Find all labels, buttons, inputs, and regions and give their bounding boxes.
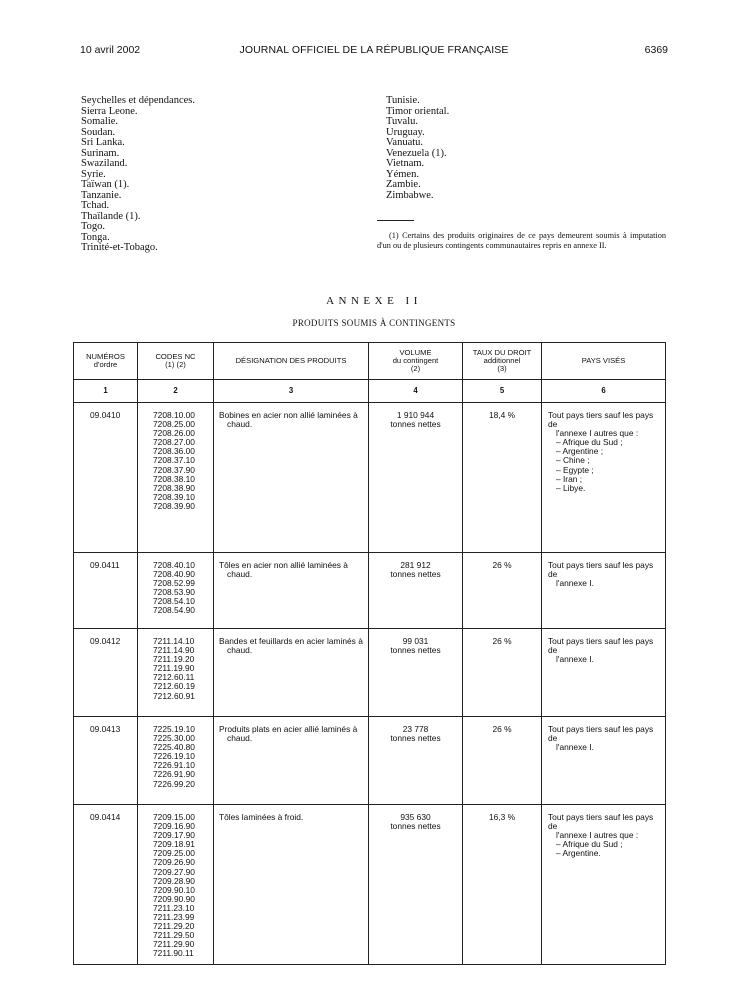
nc-code: 7208.52.99 [153,578,195,589]
countries-cell [542,805,666,965]
nc-code: 7209.27.90 [153,866,195,877]
nc-code: 7211.23.10 [153,902,195,913]
nc-code: 7225.40.80 [153,742,195,753]
nc-code: 7209.15.00 [153,812,195,822]
country-item: Syrie. [81,168,106,180]
nc-code: 7211.29.90 [153,939,195,950]
designation-text: chaud. [227,419,253,430]
nc-code: 7209.26.90 [153,857,195,868]
nc-code: 7226.91.90 [153,769,195,780]
order-number-cell [74,403,138,553]
rate-cell [463,717,542,805]
column-number: 5 [463,380,542,403]
quota-table [73,342,666,965]
nc-code: 7211.90.11 [153,948,194,959]
column-number: 2 [138,380,214,403]
country-item: Taïwan (1). [81,179,130,190]
order-number: 09.0410 [90,410,121,420]
designation-cell [214,805,369,965]
country-item: Vietnam. [386,158,425,169]
duty-rate: 26 % [492,724,512,734]
table-row [74,403,666,553]
country-item: Tuvalu. [386,116,418,127]
countries-cell [542,629,666,717]
duty-rate: 16,3 % [488,812,516,822]
volume-unit: tonnes nettes [390,419,441,430]
country-item: Sierra Leone. [81,105,138,117]
nc-code: 7211.23.99 [153,912,195,923]
nc-code: 7208.39.90 [153,500,195,511]
nc-code: 7208.54.10 [153,596,195,607]
nc-code: 7211.29.20 [153,921,195,932]
designation-text: Produits plats en acier allié laminés à [219,724,358,734]
rate-cell [463,403,542,553]
annex-subtitle: PRODUITS SOUMIS À CONTINGENTS [292,318,456,328]
nc-code: 7211.29.50 [153,930,195,941]
country-item: Somalie. [81,116,119,127]
nc-code: 7208.40.10 [153,560,195,570]
nc-codes-cell [138,403,214,553]
country-item: Sri Lanka. [81,137,125,148]
duty-rate: 26 % [492,560,512,570]
nc-code: 7208.36.00 [153,446,195,457]
quota-volume: 1 910 944 [396,410,435,420]
duty-rate: 18,4 % [488,410,516,420]
nc-codes-cell [138,717,214,805]
order-number: 09.0413 [90,724,121,734]
header-order-number: NUMÉROS d'ordre [74,343,138,380]
nc-code: 7226.99.20 [153,778,195,789]
country-item: Surinam. [81,147,120,159]
nc-codes-cell [138,629,214,717]
order-number: 09.0414 [90,812,121,822]
nc-codes-cell [138,805,214,965]
country-item: Togo. [81,221,106,232]
countries-cell [542,553,666,629]
volume-cell [369,403,463,553]
designation-text: Bandes et feuillards en acier laminés à [219,636,363,646]
nc-code: 7208.37.10 [153,455,195,466]
exception-item: – Iran ; [556,473,583,484]
volume-unit: tonnes nettes [390,821,441,832]
nc-code: 7226.91.10 [153,760,195,771]
nc-code: 7208.37.90 [153,464,195,475]
countries-text: l'annexe I autres que : [556,428,639,439]
country-item: Tchad. [81,200,110,211]
nc-code: 7212.60.19 [153,681,195,692]
exception-item: – Chine ; [556,455,590,466]
designation-text: Bobines en acier non allié laminées à [219,410,358,420]
countries-text: Tout pays tiers sauf les pays de [548,636,654,656]
column-number: 4 [369,380,463,403]
countries-text: Tout pays tiers sauf les pays de [548,410,654,430]
nc-code: 7208.38.10 [153,473,195,484]
country-item: Trinité-et-Tobago. [81,242,158,253]
country-item: Tunisie. [386,95,420,106]
nc-code: 7209.25.00 [153,848,195,859]
designation-cell [214,717,369,805]
nc-code: 7209.90.90 [153,893,195,904]
country-item: Zimbabwe. [386,189,434,201]
nc-code: 7209.16.90 [153,821,195,832]
header-rate: TAUX DU DROIT additionnel (3) [463,343,542,380]
designation-text: chaud. [227,569,253,580]
countries-text: l'annexe I. [556,742,594,753]
nc-code: 7208.25.00 [153,419,195,430]
order-number-cell [74,629,138,717]
table-row [74,717,666,805]
nc-code: 7208.40.90 [153,569,195,580]
column-number: 6 [542,380,666,403]
nc-code: 7209.18.91 [153,839,195,850]
country-item: Thaïlande (1). [81,210,141,222]
volume-cell [369,717,463,805]
nc-code: 7208.27.00 [153,437,195,448]
exception-item: – Egypte ; [556,464,594,475]
column-number: 3 [214,380,369,403]
exception-item: – Afrique du Sud ; [556,437,623,448]
rate-cell [463,553,542,629]
quota-volume: 23 778 [402,724,429,734]
nc-code: 7211.14.90 [153,645,195,656]
nc-code: 7212.60.91 [153,690,195,701]
designation-text: Tôles en acier non allié laminées à [219,560,348,570]
country-list-left [81,96,195,254]
rate-cell [463,629,542,717]
exception-list [548,840,661,858]
country-item: Vanuatu. [386,137,424,148]
country-item: Tanzanie. [81,189,122,201]
table-row [74,805,666,965]
table-row [74,553,666,629]
nc-code: 7208.53.90 [153,587,195,598]
designation-text: chaud. [227,645,253,656]
countries-text: Tout pays tiers sauf les pays de [548,560,654,580]
exception-list [548,438,661,493]
country-list-right [386,96,449,201]
exception-item: – Argentine. [556,848,601,859]
designation-cell [214,403,369,553]
table-row [74,629,666,717]
country-item: Zambie. [386,179,421,190]
quota-volume: 935 630 [400,812,431,822]
designation-text: Tôles laminées à froid. [219,812,304,822]
countries-text: Tout pays tiers sauf les pays de [548,812,654,832]
journal-title: JOURNAL OFFICIEL DE LA RÉPUBLIQUE FRANÇAISE [239,44,509,56]
country-item: Seychelles et dépendances. [81,95,195,106]
volume-cell [369,805,463,965]
designation-cell [214,553,369,629]
duty-rate: 26 % [492,636,512,646]
country-item: Yémen. [386,168,419,180]
countries-cell [542,403,666,553]
column-number-row [74,380,666,403]
exception-item: – Afrique du Sud ; [556,839,623,850]
table-header-row [74,343,666,380]
nc-code: 7212.60.11 [153,672,195,683]
page-number: 6369 [644,44,668,56]
volume-unit: tonnes nettes [390,645,441,656]
nc-code: 7208.54.90 [153,605,195,616]
nc-code: 7209.17.90 [153,830,195,841]
page-header [80,44,668,60]
country-item: Soudan. [81,126,116,138]
volume-unit: tonnes nettes [390,569,441,580]
volume-cell [369,629,463,717]
header-volume: VOLUME du contingent (2) [369,343,463,380]
countries-text: Tout pays tiers sauf les pays de [548,724,654,744]
footnote-rule [377,220,414,221]
header-nc-codes: CODES NC (1) (2) [138,343,214,380]
order-number-cell [74,805,138,965]
nc-codes-cell [138,553,214,629]
quota-volume: 281 912 [400,560,431,570]
country-item: Timor oriental. [386,105,450,117]
country-item: Tonga. [81,231,110,243]
footnote: (1) Certains des produits originaires de ce pays demeurent soumis à imputation d'un ou de plusieurs contingents communautaires repris en annexe II. [377,231,666,250]
rate-cell [463,805,542,965]
order-number-cell [74,553,138,629]
nc-code: 7208.10.00 [153,410,195,420]
header-designation: DÉSIGNATION DES PRODUITS [214,343,369,380]
volume-cell [369,553,463,629]
nc-code: 7211.19.20 [153,654,195,665]
countries-text: l'annexe I. [556,578,594,589]
nc-code: 7208.39.10 [153,491,195,502]
nc-code: 7211.19.90 [153,663,195,674]
issue-date: 10 avril 2002 [80,44,141,56]
header-countries: PAYS VISÉS [542,343,666,380]
annex-title: ANNEXE II [326,295,422,307]
nc-code: 7208.26.00 [153,428,195,439]
exception-item: – Libye. [556,482,586,493]
nc-code: 7226.19.10 [153,751,195,762]
order-number-cell [74,717,138,805]
country-item: Swaziland. [81,158,128,169]
designation-cell [214,629,369,717]
volume-unit: tonnes nettes [390,733,441,744]
countries-cell [542,717,666,805]
nc-code: 7211.14.10 [153,636,195,646]
country-item: Uruguay. [386,126,425,138]
countries-text: l'annexe I autres que : [556,830,639,841]
nc-code: 7209.28.90 [153,875,195,886]
country-item: Venezuela (1). [386,147,447,159]
order-number: 09.0411 [90,560,120,570]
designation-text: chaud. [227,733,253,744]
nc-code: 7225.30.00 [153,733,195,744]
order-number: 09.0412 [90,636,121,646]
nc-code: 7225.19.10 [153,724,195,734]
countries-text: l'annexe I. [556,654,594,665]
nc-code: 7208.38.90 [153,482,195,493]
quota-volume: 99 031 [402,636,429,646]
column-number: 1 [74,380,138,403]
nc-code: 7209.90.10 [153,884,195,895]
exception-item: – Argentine ; [556,446,604,457]
